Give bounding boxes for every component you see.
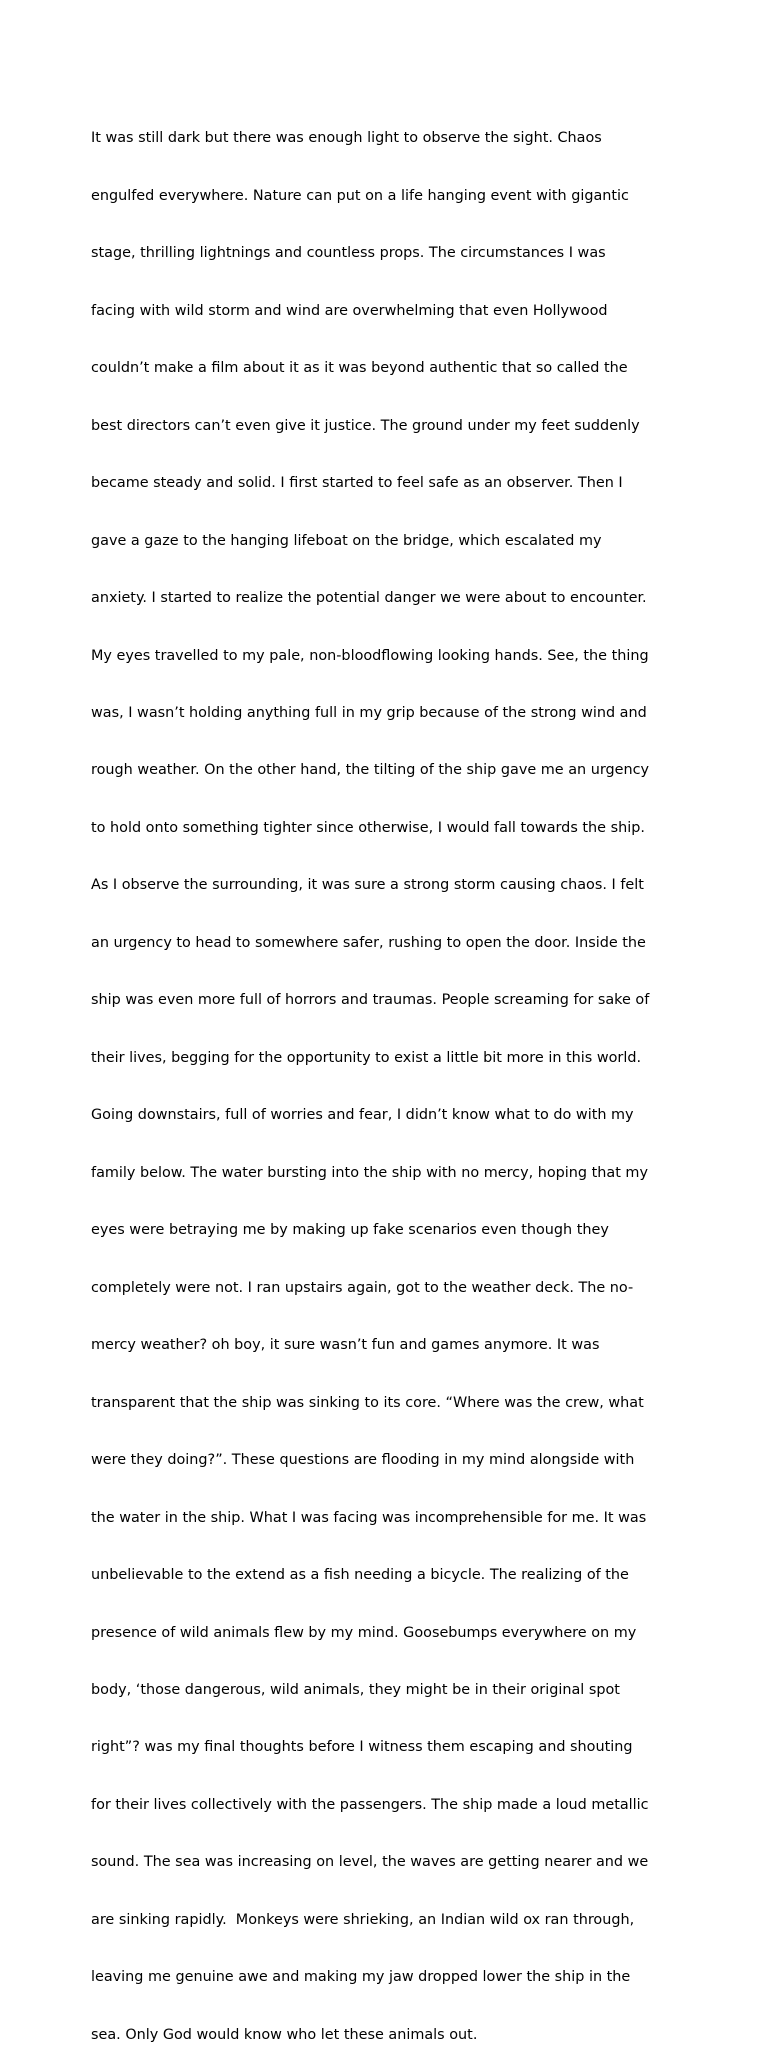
text-line: leaving me genuine awe and making my jaw dropped lower the ship in the (91, 1969, 631, 1986)
text-line: were they doing?”. These questions are flooding in my mind alongside with (91, 1452, 635, 1469)
text-line: couldn’t make a film about it as it was beyond authentic that so called the (91, 360, 628, 377)
text-line: transparent that the ship was sinking to its core. “Where was the crew, what (91, 1394, 644, 1411)
text-line: mercy weather? oh boy, it sure wasn’t fun and games anymore. It was (91, 1337, 600, 1354)
body-paragraph (91, 91, 691, 2048)
text-line: anxiety. I started to realize the potential danger we were about to encounter. (91, 590, 647, 607)
text-line: Going downstairs, full of worries and fear, I didn’t know what to do with my (91, 1107, 634, 1124)
text-line: presence of wild animals flew by my mind. Goosebumps everywhere on my (91, 1624, 637, 1641)
text-line: for their lives collectively with the passengers. The ship made a loud metallic (91, 1796, 649, 1813)
text-line: engulfed everywhere. Nature can put on a life hanging event with gigantic (91, 187, 629, 204)
text-line: rough weather. On the other hand, the tilting of the ship gave me an urgency (91, 762, 650, 779)
text-line: stage, thrilling lightnings and countless props. The circumstances I was (91, 245, 606, 262)
text-line: to hold onto something tighter since otherwise, I would fall towards the ship. (91, 819, 645, 836)
text-line: are sinking rapidly. Monkeys were shrieking, an Indian wild ox ran through, (91, 1911, 635, 1928)
text-line: ship was even more full of horrors and traumas. People screaming for sake of (91, 992, 650, 1009)
text-line: facing with wild storm and wind are overwhelming that even Hollywood (91, 302, 608, 319)
text-line: an urgency to head to somewhere safer, rushing to open the door. Inside the (91, 934, 646, 951)
text-line: their lives, begging for the opportunity to exist a little bit more in this world. (91, 1049, 642, 1066)
text-line: My eyes travelled to my pale, non-bloodflowing looking hands. See, the thing (91, 647, 649, 664)
text-line: gave a gaze to the hanging lifeboat on the bridge, which escalated my (91, 532, 602, 549)
text-line: best directors can’t even give it justice. The ground under my feet suddenly (91, 417, 640, 434)
text-line: right”? was my final thoughts before I witness them escaping and shouting (91, 1739, 633, 1756)
text-line: was, I wasn’t holding anything full in my grip because of the strong wind and (91, 705, 647, 721)
text-line: became steady and solid. I first started to feel safe as an observer. Then I (91, 475, 623, 492)
text-line: family below. The water bursting into the ship with no mercy, hoping that my (91, 1164, 648, 1181)
text-line: body, ‘those dangerous, wild animals, they might be in their original spot (91, 1681, 620, 1698)
text-line: eyes were betraying me by making up fake scenarios even though they (91, 1222, 609, 1239)
text-line: unbelievable to the extend as a fish needing a bicycle. The realizing of the (91, 1567, 629, 1584)
text-line: completely were not. I ran upstairs again, got to the weather deck. The no- (91, 1279, 634, 1296)
text-line: It was still dark but there was enough light to observe the sight. Chaos (91, 130, 602, 147)
text-line: sea. Only God would know who let these animals out. (91, 2026, 478, 2043)
text-line: sound. The sea was increasing on level, the waves are getting nearer and we (91, 1854, 649, 1871)
text-line: the water in the ship. What I was facing was incomprehensible for me. It was (91, 1509, 647, 1526)
text-line: As I observe the surrounding, it was sure a strong storm causing chaos. I felt (91, 877, 644, 894)
